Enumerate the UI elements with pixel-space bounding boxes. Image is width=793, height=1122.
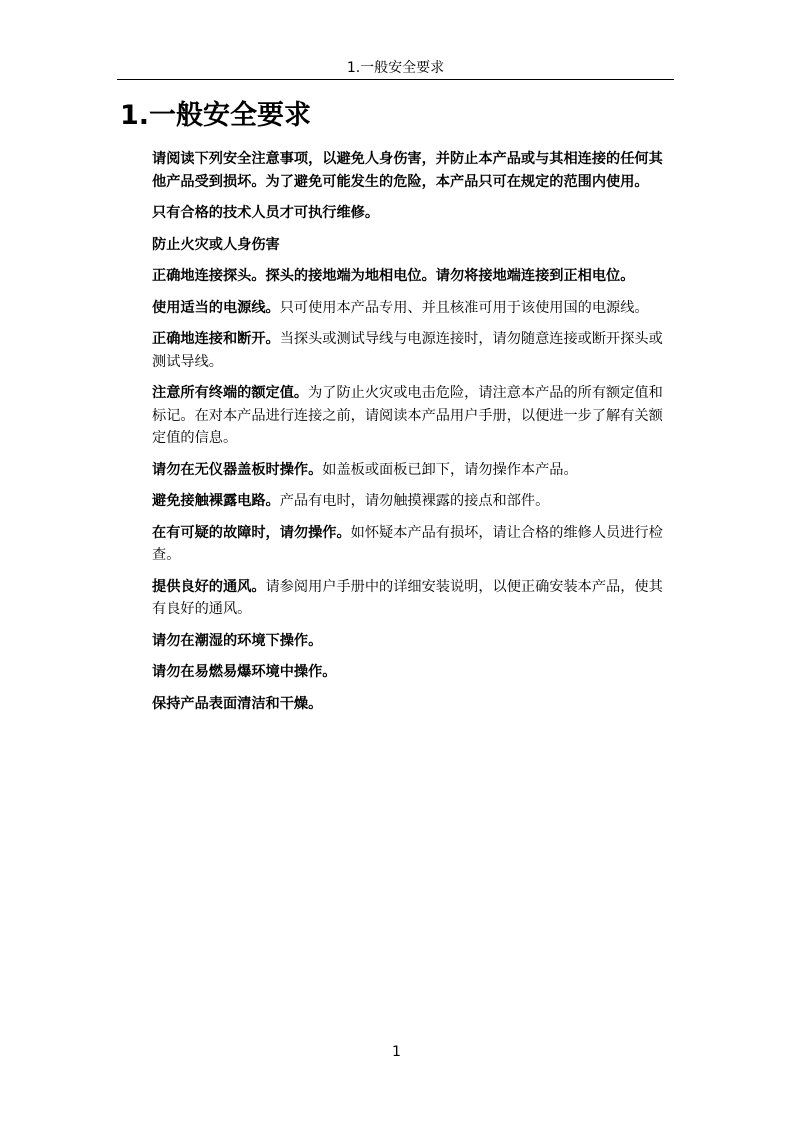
paragraph-suspected-failure xyxy=(152,522,674,567)
paragraph-explosive-environment xyxy=(152,661,674,684)
paragraph-lead: 提供良好的通风。 xyxy=(152,578,266,595)
paragraph-lead: 正确地连接探头。探头的接地端为地相电位。请勿将接地端连接到正相电位。 xyxy=(152,268,635,284)
paragraph-lead: 在有可疑的故障时，请勿操作。 xyxy=(152,524,351,541)
paragraph-lead: 请勿在潮湿的环境下操作。 xyxy=(152,632,323,649)
paragraph-lead: 正确地连接和断开。 xyxy=(152,331,280,347)
paragraph-fire-injury-heading xyxy=(152,234,674,257)
paragraph-terminal-ratings xyxy=(152,382,674,450)
paragraph-lead: 只有合格的技术人员才可执行维修。 xyxy=(152,205,380,221)
running-header: 1.一般安全要求 xyxy=(346,60,445,76)
paragraph-no-cover xyxy=(152,459,674,482)
safety-content xyxy=(152,148,674,724)
paragraph-lead: 请勿在易燃易爆环境中操作。 xyxy=(152,664,337,680)
paragraph-body: 当探头或测试导线与电源连接时，请勿随意连接或断开探头或测试导线。 xyxy=(152,331,663,370)
paragraph-lead: 请阅读下列安全注意事项，以避免人身伤害，并防止本产品或与其相连接的任何其他产品受到损坏。为了避免可能发生的危险，本产品只可在规定的范围内使用。 xyxy=(152,151,663,190)
paragraph-probe-connection xyxy=(152,265,674,288)
paragraph-body: 如盖板或面板已卸下，请勿操作本产品。 xyxy=(322,461,578,478)
paragraph-power-cord xyxy=(152,297,674,320)
header-rule xyxy=(117,79,674,80)
paragraph-body: 只可使用本产品专用、并且核准可用于该使用国的电源线。 xyxy=(279,299,649,316)
page-title: 1.一般安全要求 xyxy=(120,100,312,131)
paragraph-ventilation xyxy=(152,576,674,621)
paragraph-body: 为了防止火灾或电击危险，请注意本产品的所有额定值和标记。在对本产品进行连接之前，请阅读本产品用户手册，以便进一步了解有关额定值的信息。 xyxy=(152,385,663,446)
paragraph-intro xyxy=(152,148,674,193)
paragraph-body: 如怀疑本产品有损坏，请让合格的维修人员进行检查。 xyxy=(152,524,663,563)
paragraph-body: 产品有电时，请勿触摸裸露的接点和部件。 xyxy=(279,493,550,509)
paragraph-qualified-personnel xyxy=(152,202,674,225)
paragraph-lead: 使用适当的电源线。 xyxy=(152,299,280,316)
paragraph-body: 请参阅用户手册中的详细安装说明，以便正确安装本产品，使其有良好的通风。 xyxy=(152,578,663,617)
paragraph-exposed-circuit xyxy=(152,490,674,513)
page-number: 1 xyxy=(392,1044,401,1060)
paragraph-lead: 保持产品表面清洁和干燥。 xyxy=(152,695,323,712)
paragraph-connect-disconnect xyxy=(152,328,674,373)
paragraph-lead: 请勿在无仪器盖板时操作。 xyxy=(152,461,323,478)
paragraph-lead: 注意所有终端的额定值。 xyxy=(152,385,309,401)
paragraph-wet-environment xyxy=(152,630,674,653)
paragraph-lead: 防止火灾或人身伤害 xyxy=(152,236,280,253)
paragraph-lead: 避免接触裸露电路。 xyxy=(152,493,280,509)
paragraph-keep-clean-dry xyxy=(152,693,674,716)
